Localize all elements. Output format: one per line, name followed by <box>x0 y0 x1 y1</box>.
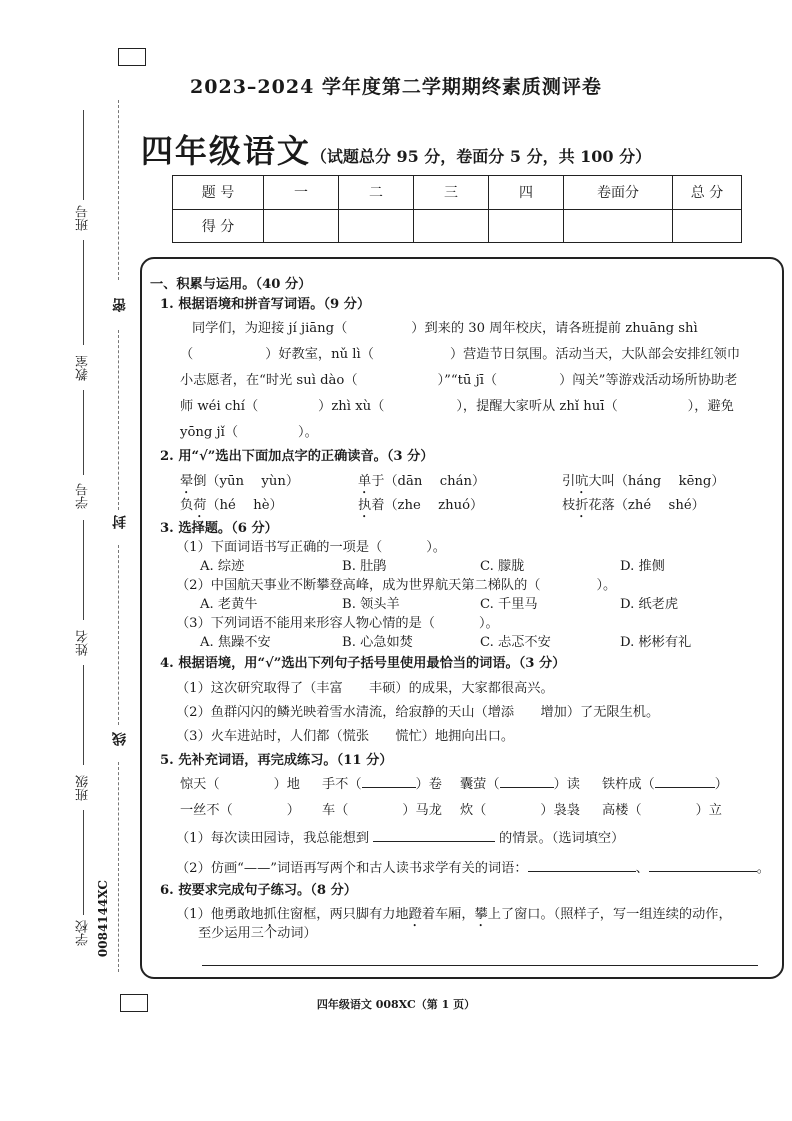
idiom-text: ）立 <box>695 803 722 818</box>
idiom-text: 一丝不（ <box>180 803 233 818</box>
choice-option[interactable]: D. 推侧 <box>620 559 665 574</box>
answer-blank[interactable] <box>655 787 715 788</box>
option-text: 负 <box>180 498 194 513</box>
q3-sub-2 <box>176 579 616 592</box>
idiom-item <box>602 804 722 817</box>
q3-text: ）。 <box>596 578 617 593</box>
dotted-char: 折 <box>575 498 589 513</box>
class-label: 班级 <box>76 775 91 801</box>
q5-text: 。 <box>756 861 770 876</box>
q1-title: 1. 根据语境和拼音写词语。（9 分） <box>160 297 371 312</box>
answer-blank[interactable] <box>528 871 636 872</box>
q6-title: 6. 按要求完成句子练习。（8 分） <box>160 883 357 898</box>
idiom-text: ）卷 <box>415 777 442 792</box>
section-heading: 一、积累与运用。（40 分） <box>150 277 312 292</box>
q1-line-1 <box>192 322 698 335</box>
option-text: 引 <box>562 474 576 489</box>
q5-sub-1 <box>176 832 624 845</box>
idiom-text: ）袅袅 <box>540 803 580 818</box>
score-cell[interactable] <box>414 209 489 243</box>
idiom-item <box>460 804 580 817</box>
answer-blank[interactable] <box>649 871 757 872</box>
q5-text: 、 <box>635 861 649 876</box>
dotted-char: 荷 <box>193 498 207 513</box>
q5-text: （1）每次读田园诗，我总能想到 <box>176 831 370 846</box>
header-cell: 题 号 <box>173 176 264 210</box>
seal-char-xian: 线 <box>112 732 128 746</box>
score-table-row <box>173 209 742 243</box>
dotted-char: 单 <box>358 474 372 489</box>
q6-text: （1）他勇敢地 <box>176 907 264 922</box>
choice-option[interactable]: A. 焦躁不安 <box>200 635 271 650</box>
dotted-char: 攀 <box>474 907 488 922</box>
dotted-char: 晕 <box>180 474 194 489</box>
choice-option[interactable]: B. 心急如焚 <box>342 635 413 650</box>
answer-blank[interactable] <box>362 787 416 788</box>
q3-sub-1 <box>176 541 446 554</box>
subject-title: 四年级语文 <box>140 132 311 170</box>
q1-text: ）好教室，nǔ lì（ <box>265 347 374 362</box>
score-cell[interactable] <box>489 209 564 243</box>
q3-title: 3. 选择题。（6 分） <box>160 521 278 536</box>
corner-mark-top <box>118 48 146 66</box>
q4-sub-1[interactable]: （1）这次研究取得了（丰富 丰硕）的成果，大家都很高兴。 <box>176 681 554 696</box>
idiom-text: 车（ <box>322 803 349 818</box>
idiom-text: ） <box>286 803 300 818</box>
seal-char-feng: 封 <box>112 515 128 529</box>
idiom-item <box>602 778 728 791</box>
option-text: 大叫（háng kēng） <box>588 474 725 489</box>
q6-text: 着车厢， <box>421 907 475 922</box>
idiom-text: 惊天（ <box>180 777 220 792</box>
q6-sub-1-cont: 至少运用三个动词） <box>198 926 317 941</box>
header-cell: 二 <box>339 176 414 210</box>
header-cell: 三 <box>414 176 489 210</box>
score-table-header <box>173 176 742 210</box>
q1-text: ）zhì xù（ <box>318 399 385 414</box>
q1-text: ），避免 <box>687 399 734 414</box>
q1-line-2 <box>180 348 740 361</box>
header-cell: 一 <box>264 176 339 210</box>
answer-line[interactable] <box>202 964 758 966</box>
q1-text: 同学们，为迎接 jí jiāng（ <box>192 321 348 336</box>
q1-text: ）营造节日氛围。活动当天，大队部会安排红领巾 <box>449 347 741 362</box>
answer-blank[interactable] <box>500 787 554 788</box>
score-note: （试题总分 95 分，卷面分 5 分，共 100 分） <box>310 147 652 166</box>
choice-option[interactable]: B. 领头羊 <box>342 597 400 612</box>
idiom-item <box>322 804 442 817</box>
q1-text: ）”“tū jī（ <box>437 373 498 388</box>
header-cell: 总 分 <box>673 176 742 210</box>
score-cell[interactable] <box>339 209 414 243</box>
pinyin-option[interactable] <box>562 498 705 521</box>
choice-option[interactable]: A. 老黄牛 <box>200 597 258 612</box>
pinyin-option[interactable] <box>562 474 725 497</box>
choice-option[interactable]: D. 纸老虎 <box>620 597 679 612</box>
q1-text: ）到来的 30 周年校庆，请各班提前 zhuāng shì <box>411 321 698 336</box>
q3-text: （1）下面词语书写正确的一项是（ <box>176 540 383 555</box>
idiom-item <box>460 778 580 791</box>
q5-text: （2）仿画“——”词语再写两个和古人读书求学有关的词语： <box>176 861 528 876</box>
pinyin-option[interactable] <box>358 498 483 521</box>
q6-text: 上了窗口。（照样子，写一组连续的动作， <box>487 907 732 922</box>
dotted-char: 抓 <box>263 907 277 922</box>
idiom-text: ）马龙 <box>402 803 442 818</box>
answer-blank[interactable] <box>373 841 495 842</box>
q3-text: （2）中国航天事业不断攀登高峰，成为世界航天第二梯队的（ <box>176 578 541 593</box>
classroom-label: 教室 <box>76 355 91 381</box>
option-text: 于（dān chán） <box>371 474 486 489</box>
option-text: 花落（zhé shé） <box>588 498 705 513</box>
school-label: 学校 <box>76 920 91 946</box>
idiom-item <box>180 778 300 791</box>
q1-text: 小志愿者，在“时光 suì dào（ <box>180 373 358 388</box>
dotted-char: 吭 <box>575 474 589 489</box>
q3-text: ）。 <box>478 616 499 631</box>
q5-title: 5. 先补充词语，再完成练习。（11 分） <box>160 753 393 768</box>
idiom-text: 囊萤（ <box>460 777 500 792</box>
subject-heading <box>0 126 792 172</box>
paper-code: 0084144XC <box>96 880 110 958</box>
idiom-text: 手不（ <box>322 777 362 792</box>
pinyin-option[interactable] <box>358 474 485 497</box>
dotted-char: 蹬 <box>408 907 422 922</box>
choice-option[interactable]: C. 忐忑不安 <box>480 635 551 650</box>
q1-line-5 <box>180 426 318 439</box>
header-cell: 卷面分 <box>564 176 673 210</box>
name-label: 姓名 <box>76 630 91 656</box>
q2-title: 2. 用“√”选出下面加点字的正确读音。（3 分） <box>160 449 434 464</box>
choice-option[interactable]: C. 朦胧 <box>480 559 525 574</box>
idiom-text: 高楼（ <box>602 803 642 818</box>
page-footer: 四年级语文 008XC（第 1 页） <box>316 998 476 1011</box>
q1-text: ）。 <box>298 425 318 440</box>
idiom-text: ）读 <box>553 777 580 792</box>
option-text: 枝 <box>562 498 576 513</box>
q1-text: yōng jǐ（ <box>180 425 239 440</box>
choice-option[interactable]: B. 肚鹃 <box>342 559 387 574</box>
q3-text: ）。 <box>426 540 446 555</box>
q4-sub-2[interactable]: （2）鱼群闪闪的鳞光映着雪水清流，给寂静的天山（增添 增加）了无限生机。 <box>176 705 660 720</box>
score-cell[interactable] <box>264 209 339 243</box>
exam-title: 2023–2024 学年度第二学期期终素质测评卷 <box>190 76 602 98</box>
option-text: 着（zhe zhuó） <box>371 498 484 513</box>
q3-text: （3）下列词语不能用来形容人物心情的是（ <box>176 616 435 631</box>
score-cell[interactable] <box>564 209 673 243</box>
q4-title: 4. 根据语境，用“√”选出下列句子括号里使用最恰当的词语。（3 分） <box>160 656 566 671</box>
idiom-text: 炊（ <box>460 803 487 818</box>
choice-option[interactable]: C. 千里马 <box>480 597 538 612</box>
idiom-item <box>322 778 442 791</box>
pinyin-option[interactable] <box>180 498 283 521</box>
q1-text: （ <box>180 347 194 362</box>
class-no-label: 班号 <box>76 205 91 231</box>
idiom-item <box>180 804 300 817</box>
pinyin-option[interactable] <box>180 474 299 497</box>
row-label: 得 分 <box>173 209 264 243</box>
choice-option[interactable]: A. 综迹 <box>200 559 245 574</box>
seal-char-mi: 密 <box>112 298 128 312</box>
dotted-char: 执 <box>358 498 372 513</box>
score-table <box>172 175 742 243</box>
student-no-label: 学号 <box>76 483 91 509</box>
q1-text: ）闯关”等游戏活动场所协助老 <box>559 373 738 388</box>
q1-line-4 <box>180 400 734 413</box>
q6-text: 住窗框，两只脚有力地 <box>276 907 409 922</box>
q1-text: ），提醒大家听从 zhǐ huī（ <box>456 399 618 414</box>
idiom-text: ） <box>714 777 728 792</box>
idiom-text: 铁杵成（ <box>602 777 655 792</box>
option-text: 倒（yūn yùn） <box>193 474 300 489</box>
q3-sub-3 <box>176 617 499 630</box>
option-text: （hé hè） <box>206 498 283 513</box>
idiom-text: ）地 <box>273 777 300 792</box>
q1-text: 师 wéi chí（ <box>180 399 259 414</box>
score-cell[interactable] <box>673 209 742 243</box>
q1-line-3 <box>180 374 737 387</box>
choice-option[interactable]: D. 彬彬有礼 <box>620 635 692 650</box>
q5-text: 的情景。（选词填空） <box>499 831 625 846</box>
header-cell: 四 <box>489 176 564 210</box>
q4-sub-3[interactable]: （3）火车进站时，人们都（慌张 慌忙）地拥向出口。 <box>176 729 515 744</box>
q5-sub-2 <box>176 862 770 875</box>
